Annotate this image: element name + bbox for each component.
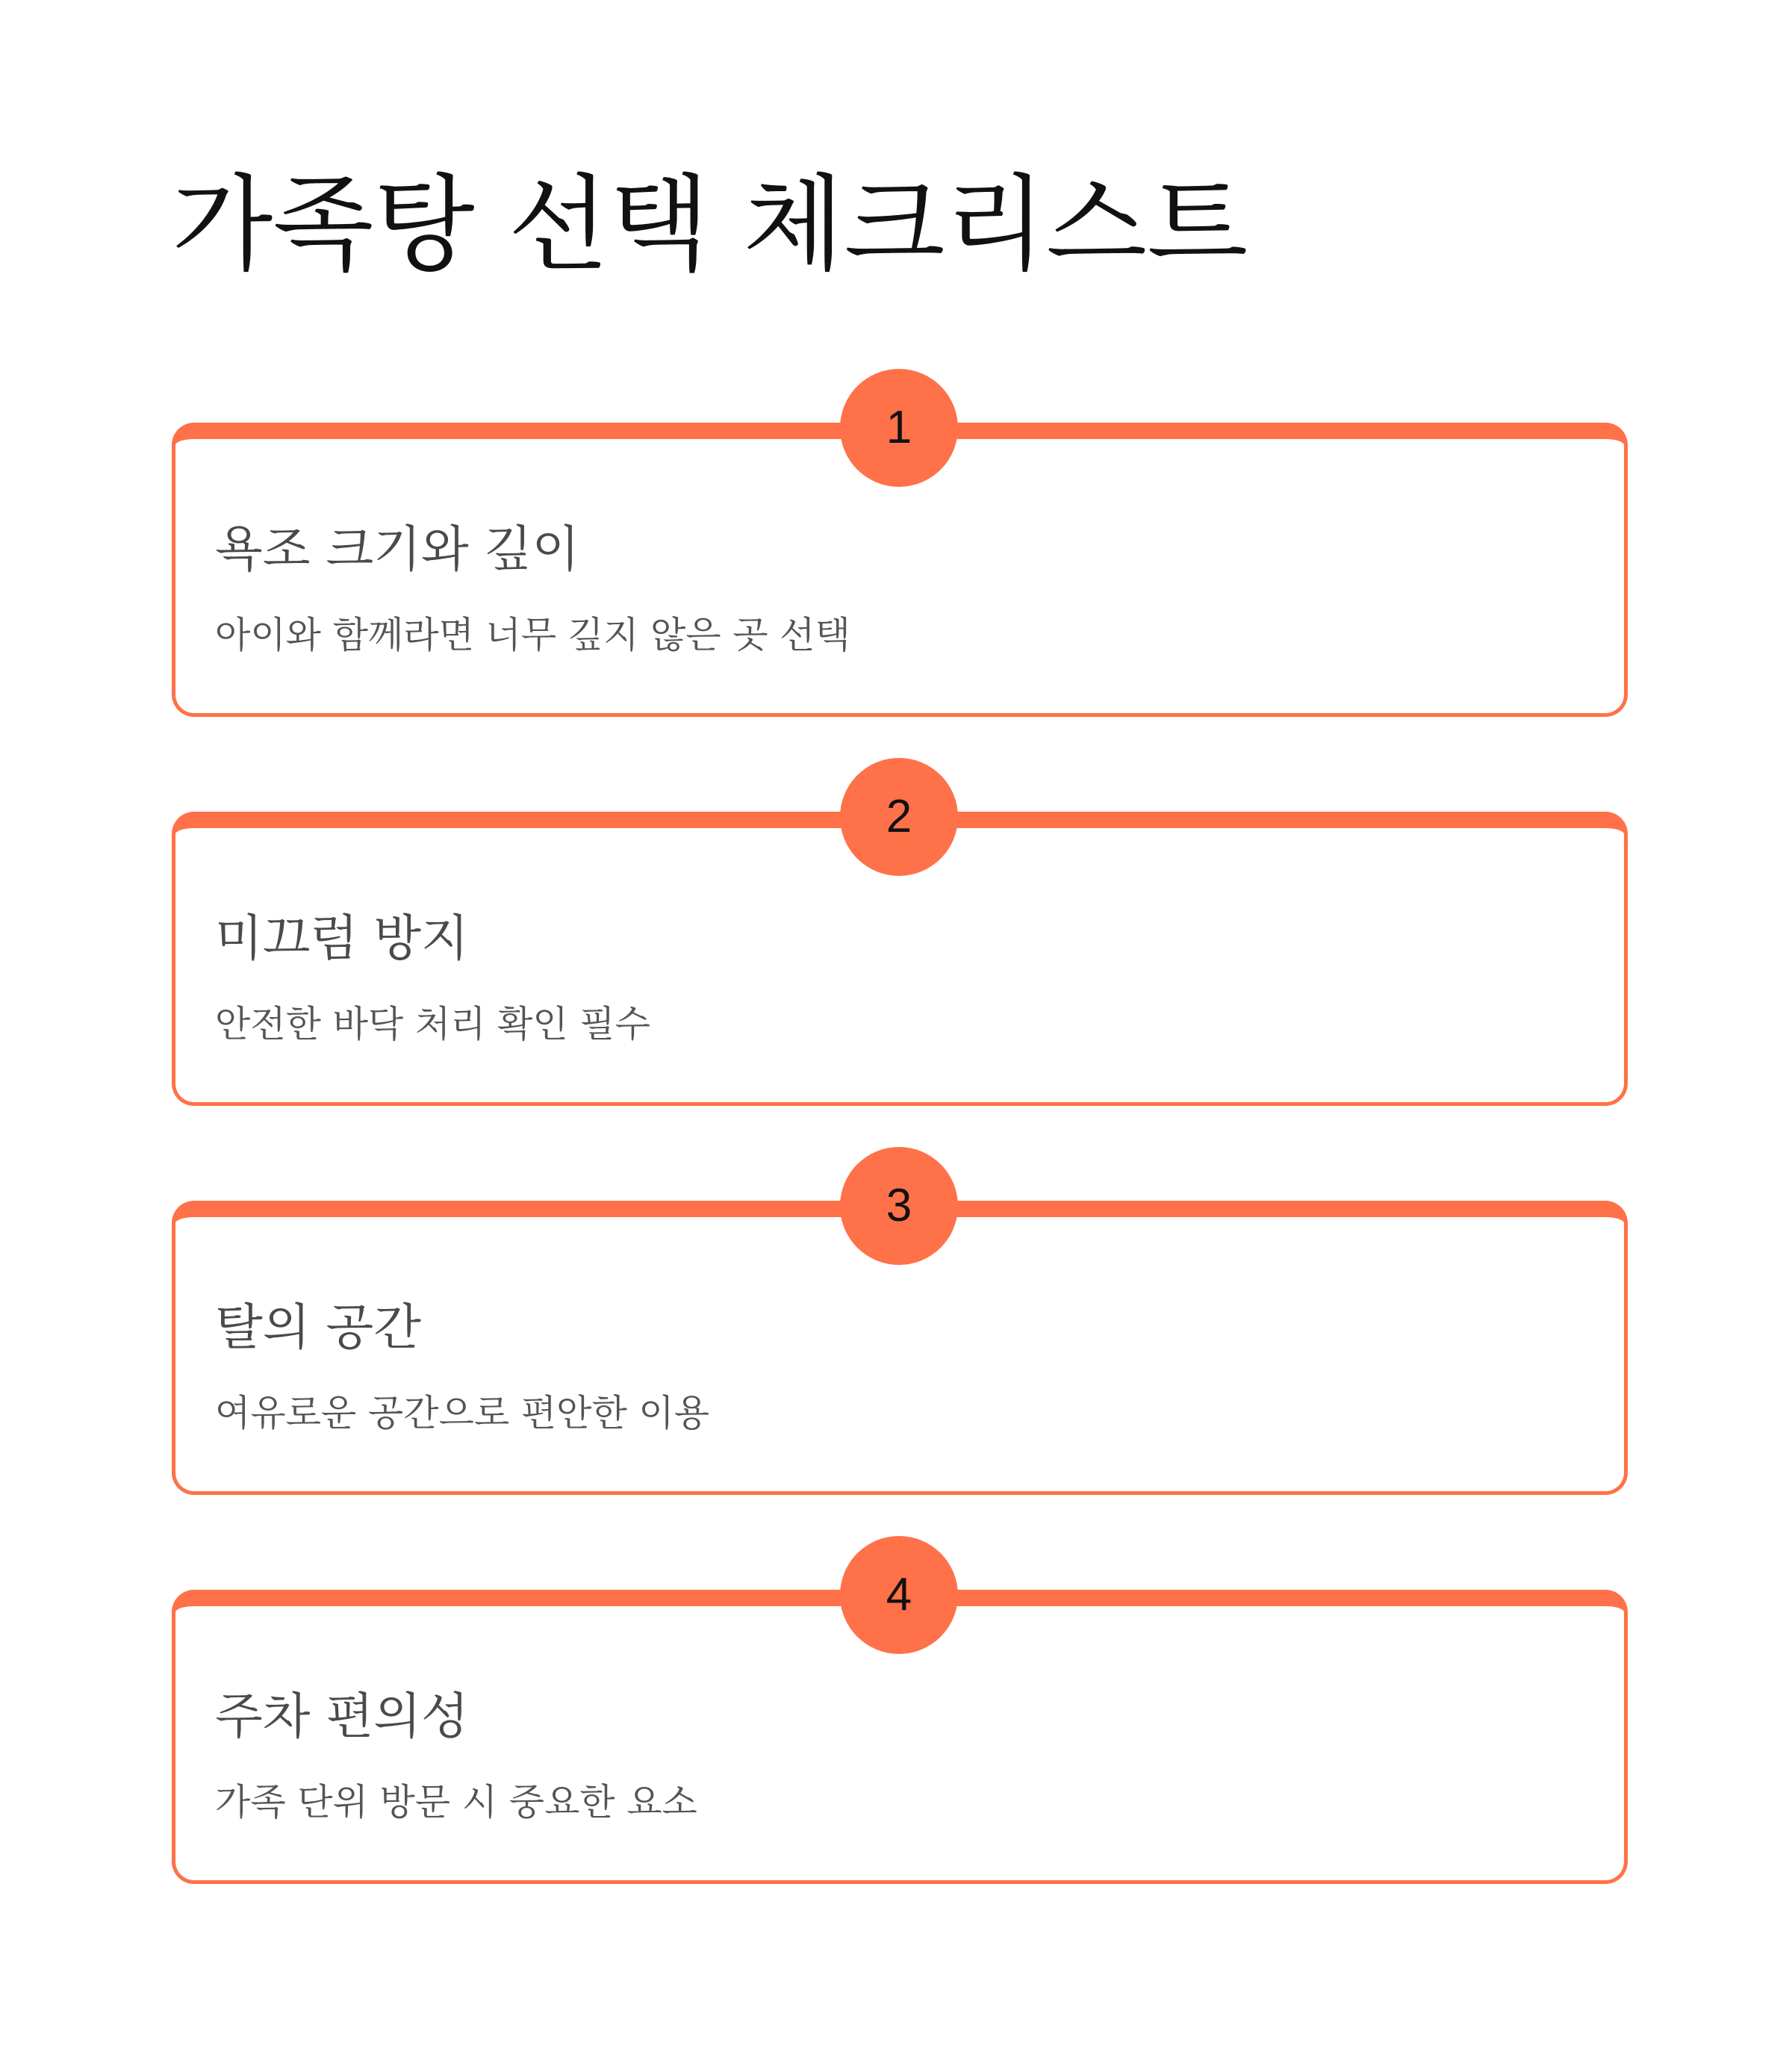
card-description: 아이와 함께라면 너무 깊지 않은 곳 선택 — [215, 614, 850, 656]
card-title: 주차 편의성 — [215, 1688, 469, 1745]
card-description: 여유로운 공간으로 편안한 이용 — [215, 1392, 710, 1434]
card-title: 미끄럼 방지 — [215, 910, 469, 967]
card-description: 안전한 바닥 처리 확인 필수 — [215, 1003, 650, 1045]
card-description: 가족 단위 방문 시 중요한 요소 — [215, 1781, 697, 1823]
step-number-badge: 1 — [840, 369, 958, 487]
card-title: 탈의 공간 — [215, 1299, 422, 1356]
card-title: 욕조 크기와 깊이 — [215, 520, 580, 578]
page-title: 가족탕 선택 체크리스트 — [172, 164, 1248, 286]
step-number-badge: 3 — [840, 1147, 958, 1265]
step-number-badge: 2 — [840, 758, 958, 876]
step-number-badge: 4 — [840, 1536, 958, 1654]
